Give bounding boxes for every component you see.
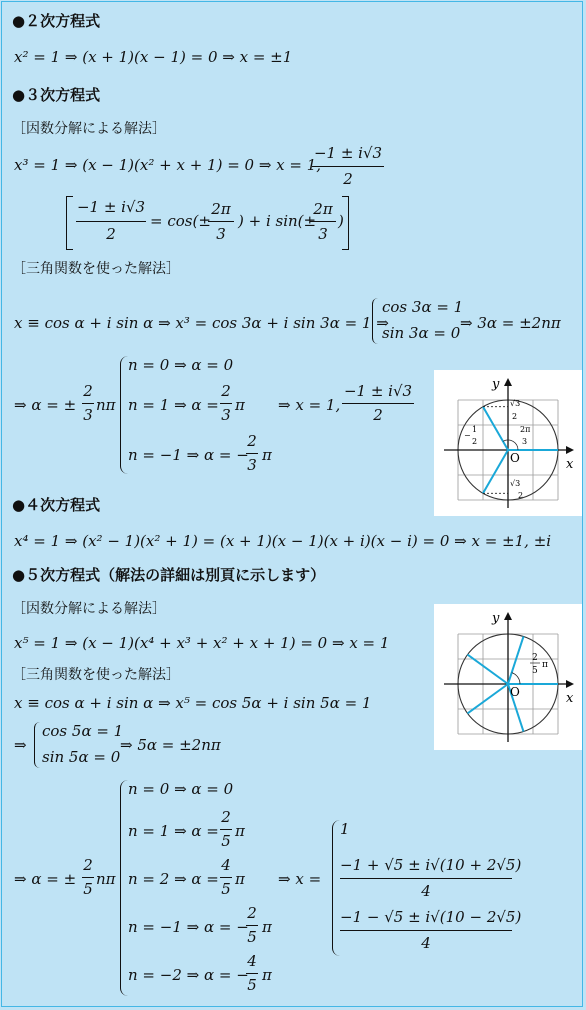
quintic-case2-pi: π	[235, 822, 245, 840]
cubic-case2-left: n = 1 ⇒ α =	[128, 396, 219, 414]
quintic-eq3-left: ⇒ α = ±	[14, 870, 77, 888]
fraction-bar	[342, 403, 414, 404]
cubic-eq3-left: x ≡ cos α + i sin α ⇒ x³ = cos 3α + i sin 3α = 1 ⇒	[14, 314, 389, 332]
brace	[120, 780, 129, 996]
quintic-case5-num: 4	[247, 952, 257, 970]
quintic-root3-num: −1 − √5 ± i√(10 − 2√5)	[340, 908, 522, 926]
cubic-eq4-den: 3	[83, 406, 93, 424]
quintic-result-left: ⇒ x =	[278, 870, 322, 888]
angle-num: 2	[532, 653, 538, 663]
cubic-result-den: 2	[373, 406, 383, 424]
unit-circle-svg	[434, 370, 582, 516]
quintic-eq3-den: 5	[83, 880, 93, 898]
fraction-bar	[246, 453, 258, 454]
cubic-eq2-a-den: 3	[216, 225, 226, 243]
label-half-num: 1	[472, 425, 478, 434]
unit-circle-figure-quintic	[434, 604, 582, 750]
cubic-eq1-num: −1 ± i√3	[313, 144, 383, 162]
quintic-case5-pi: π	[262, 966, 272, 984]
x-axis-arrow-icon	[566, 446, 574, 454]
origin-label: O	[510, 685, 520, 699]
root-line	[483, 407, 508, 450]
cubic-sys1: cos 3α = 1	[382, 298, 464, 316]
fraction-bar	[220, 829, 232, 830]
cubic-eq3-right: ⇒ 3α = ±2nπ	[460, 314, 561, 332]
equation-quadratic: x² = 1 ⇒ (x + 1)(x − 1) = 0 ⇒ x = ±1	[14, 48, 293, 66]
cubic-result-num: −1 ± i√3	[343, 382, 413, 400]
quintic-case4-left: n = −1 ⇒ α = −	[128, 918, 249, 936]
quintic-root3-den: 4	[421, 934, 431, 952]
quintic-case2-den: 5	[221, 832, 231, 850]
fraction-bar	[76, 221, 146, 222]
quintic-eq3-num: 2	[83, 856, 93, 874]
angle-pi: π	[542, 660, 548, 670]
cubic-eq4-num: 2	[83, 382, 93, 400]
quintic-case3-pi: π	[235, 870, 245, 888]
angle-den: 5	[532, 666, 538, 676]
cubic-eq1-left: x³ = 1 ⇒ (x − 1)(x² + x + 1) = 0 ⇒ x = 1,	[14, 156, 322, 174]
bracket-right	[342, 196, 349, 250]
cubic-case1: n = 0 ⇒ α = 0	[128, 356, 234, 374]
fraction-bar	[246, 925, 258, 926]
label-neg-sqrt3-den: 2	[518, 491, 524, 500]
unit-circle-svg	[434, 604, 582, 750]
cubic-case3-num: 2	[247, 432, 257, 450]
cubic-eq2-num: −1 ± i√3	[76, 198, 146, 216]
cubic-eq2-end: )	[338, 212, 344, 230]
quintic-case4-pi: π	[262, 918, 272, 936]
quintic-eq1: x⁵ = 1 ⇒ (x − 1)(x⁴ + x³ + x² + x + 1) = 0 ⇒ x = 1	[14, 634, 390, 652]
cubic-eq2-mid: = cos(±	[150, 212, 211, 230]
y-label: y	[492, 377, 500, 392]
cubic-eq2-mid2: ) + i sin(±	[238, 212, 317, 230]
root-line	[483, 450, 508, 493]
x-label: x	[566, 457, 574, 472]
y-axis-arrow-icon	[504, 612, 512, 620]
label-angle-num: 2π	[520, 425, 531, 434]
heading-quartic: ●４次方程式	[12, 496, 101, 514]
cubic-eq2-b-den: 3	[318, 225, 328, 243]
equation-quartic: x⁴ = 1 ⇒ (x² − 1)(x² + 1) = (x + 1)(x − 1)(x + i)(x − i) = 0 ⇒ x = ±1, ±i	[14, 532, 552, 550]
cubic-case3-left: n = −1 ⇒ α = −	[128, 446, 249, 464]
quintic-case2-left: n = 1 ⇒ α =	[128, 822, 219, 840]
cubic-eq4-tail: nπ	[96, 396, 116, 414]
fraction-bar	[340, 930, 512, 931]
fraction-bar	[220, 403, 232, 404]
cubic-eq1-den: 2	[343, 170, 353, 188]
quintic-case2-num: 2	[221, 808, 231, 826]
heading-quadratic: ●２次方程式	[12, 12, 101, 30]
quintic-sys1: cos 5α = 1	[42, 722, 124, 740]
fraction-bar	[310, 221, 336, 222]
cubic-case2-num: 2	[221, 382, 231, 400]
label-angle-den: 3	[522, 437, 528, 446]
heading-quintic: ●５次方程式（解法の詳細は別頁に示します）	[12, 566, 326, 584]
label-minus: −	[464, 431, 471, 440]
quintic-root2-den: 4	[421, 882, 431, 900]
quintic-case4-den: 5	[247, 928, 257, 946]
fraction-bar	[82, 877, 94, 878]
quintic-case3-left: n = 2 ⇒ α =	[128, 870, 219, 888]
cubic-sys2: sin 3α = 0	[382, 324, 461, 342]
quintic-case5-left: n = −2 ⇒ α = −	[128, 966, 249, 984]
cubic-eq4-left: ⇒ α = ±	[14, 396, 77, 414]
cubic-case3-pi: π	[262, 446, 272, 464]
label-half-den: 2	[472, 437, 478, 446]
quintic-eq2: x ≡ cos α + i sin α ⇒ x⁵ = cos 5α + i sin 5α = 1	[14, 694, 372, 712]
quintic-case3-num: 4	[221, 856, 231, 874]
root-line	[508, 636, 524, 684]
quintic-sys-prefix: ⇒	[14, 736, 27, 754]
quintic-eq3-tail: nπ	[96, 870, 116, 888]
method-factorization: ［因数分解による解法］	[12, 121, 166, 137]
x-label: x	[566, 691, 574, 706]
fraction-bar	[82, 403, 94, 404]
bracket-left	[66, 196, 73, 250]
label-sqrt3: √3	[510, 399, 521, 408]
y-axis-arrow-icon	[504, 378, 512, 386]
quintic-sys-right: ⇒ 5α = ±2nπ	[120, 736, 221, 754]
cubic-eq2-den: 2	[106, 225, 116, 243]
unit-circle-figure-cubic	[434, 370, 582, 516]
label-sqrt3-den: 2	[512, 412, 518, 421]
method-trig: ［三角関数を使った解法］	[12, 261, 180, 277]
cubic-case2-pi: π	[235, 396, 245, 414]
quintic-case3-den: 5	[221, 880, 231, 898]
quintic-root2-num: −1 + √5 ± i√(10 + 2√5)	[340, 856, 522, 874]
heading-cubic: ●３次方程式	[12, 86, 101, 104]
method-trig-quintic: ［三角関数を使った解法］	[12, 667, 180, 683]
cubic-eq2-b-num: 2π	[313, 200, 333, 218]
brace	[372, 298, 381, 344]
fraction-bar	[220, 877, 232, 878]
quintic-case1: n = 0 ⇒ α = 0	[128, 780, 234, 798]
quintic-root1: 1	[340, 820, 350, 838]
origin-label: O	[510, 451, 520, 465]
fraction-bar	[208, 221, 234, 222]
quintic-case5-den: 5	[247, 976, 257, 994]
cubic-case3-den: 3	[247, 456, 257, 474]
method-factorization-quintic: ［因数分解による解法］	[12, 601, 166, 617]
x-axis-arrow-icon	[566, 680, 574, 688]
angle-arc	[512, 673, 520, 684]
cubic-case2-den: 3	[221, 406, 231, 424]
quintic-case4-num: 2	[247, 904, 257, 922]
label-neg-sqrt3: √3	[510, 479, 521, 488]
cubic-eq2-a-num: 2π	[211, 200, 231, 218]
fraction-bar	[246, 973, 258, 974]
cubic-result-left: ⇒ x = 1,	[278, 396, 341, 414]
y-label: y	[492, 611, 500, 626]
fraction-bar	[340, 878, 512, 879]
fraction-bar	[312, 166, 384, 167]
quintic-sys2: sin 5α = 0	[42, 748, 121, 766]
